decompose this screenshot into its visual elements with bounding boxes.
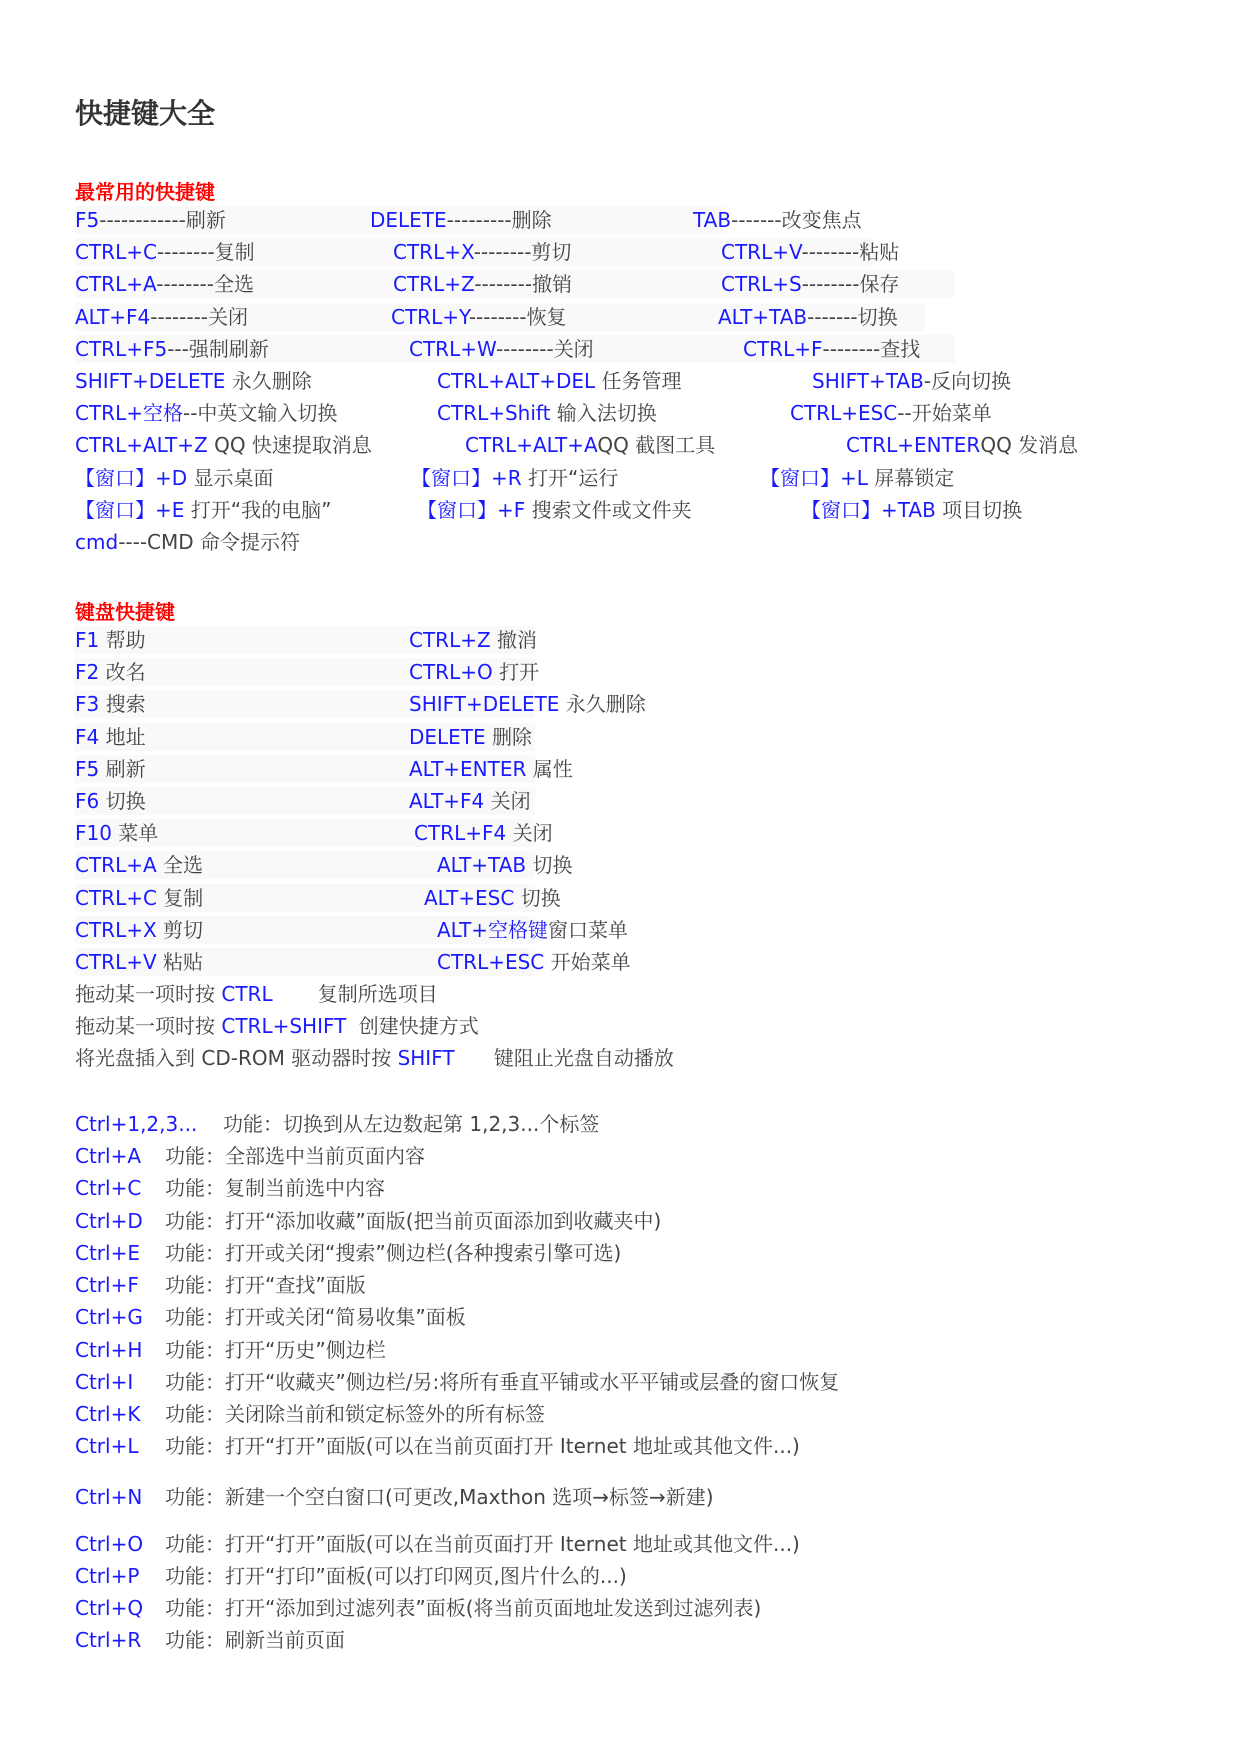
shortcut-entry: [75, 946, 203, 978]
shortcut-desc: 搜索文件或文件夹: [525, 497, 692, 522]
shortcut-desc: 打开“运行: [521, 465, 619, 490]
shortcut-desc: --------撤销: [474, 272, 573, 297]
shortcut-desc: QQ 发消息: [980, 433, 1079, 458]
shortcut-entry: [75, 817, 158, 849]
shortcut-key: Ctrl+C: [75, 1176, 142, 1200]
shortcut-desc: -------切换: [807, 304, 898, 329]
shortcut-key: 【窗口】+D: [75, 465, 188, 490]
shortcut-entry: [437, 397, 657, 429]
shortcut-entry: [846, 429, 1078, 461]
shortcut-desc: 菜单: [111, 821, 159, 846]
shortcut-entry: [75, 462, 274, 494]
shortcut-key: 【窗口】+E: [75, 497, 185, 522]
shortcut-entry: [75, 268, 254, 300]
shortcut-key: CTRL+Z: [409, 628, 491, 652]
shortcut-entry: [409, 785, 531, 817]
shortcut-key: CTRL+Y: [391, 304, 469, 329]
shortcut-key: F5: [75, 208, 100, 232]
shortcut-row: [0, 849, 1241, 881]
shortcut-key: Ctrl+R: [75, 1628, 142, 1652]
shortcut-entry: [75, 688, 146, 720]
shortcut-row: [0, 753, 1241, 785]
shortcut-desc: 输入法切换: [550, 401, 657, 426]
browser-shortcut-line: [75, 1172, 385, 1204]
browser-shortcut-line: [75, 1592, 761, 1624]
shortcut-key: CTRL+Z: [393, 272, 475, 297]
shortcut-desc: 任务管理: [595, 369, 682, 393]
shortcut-desc: --------关闭: [495, 336, 594, 361]
shortcut-row: [0, 946, 1241, 978]
shortcut-key: SHIFT+TAB: [812, 369, 924, 393]
shortcut-key: CTRL+W: [409, 336, 496, 361]
shortcut-desc: --开始菜单: [897, 401, 992, 426]
shortcut-key: CTRL+C: [75, 240, 157, 265]
shortcut-row: [0, 462, 1241, 494]
shortcut-entry: [75, 656, 146, 688]
shortcut-row: [0, 882, 1241, 914]
shortcut-desc: 功能：关闭除当前和锁定标签外的所有标签: [165, 1402, 545, 1426]
shortcut-desc: 删除: [485, 724, 533, 749]
shortcut-key: Ctrl+Q: [75, 1596, 144, 1620]
shortcut-desc: 切换: [526, 853, 573, 878]
shortcut-entry: [760, 462, 954, 494]
shortcut-desc: 永久删除: [225, 369, 312, 393]
shortcut-entry: [417, 494, 692, 526]
shortcut-row: [0, 268, 1241, 300]
shortcut-key: ALT+F4: [409, 789, 485, 813]
shortcut-desc: 功能：新建一个空白窗口(可更改,Maxthon 选项→标签→新建): [165, 1485, 714, 1509]
shortcut-entry: [75, 526, 300, 558]
browser-shortcut-line: [75, 1366, 839, 1398]
shortcut-row: [0, 688, 1241, 720]
shortcut-desc: 功能：刷新当前页面: [165, 1628, 345, 1652]
shortcut-key: Ctrl+D: [75, 1209, 143, 1233]
note-line: [75, 1010, 479, 1042]
shortcut-desc: 复制: [156, 885, 204, 910]
shortcut-key: 【窗口】+TAB: [801, 497, 936, 522]
shortcut-entry: [801, 494, 1022, 526]
shortcut-row: [0, 914, 1241, 946]
shortcut-entry: [721, 236, 899, 268]
shortcut-desc: 打开“我的电脑”: [184, 497, 332, 522]
shortcut-desc: 撤消: [490, 628, 538, 652]
shortcut-entry: [437, 914, 628, 946]
shortcut-key: Ctrl+P: [75, 1564, 140, 1588]
shortcut-key: cmd: [75, 530, 119, 554]
shortcut-key: 【窗口】+R: [411, 465, 522, 490]
note-line: [75, 978, 438, 1010]
shortcut-key: Ctrl+H: [75, 1338, 143, 1362]
shortcut-key: ALT+ENTER: [409, 756, 527, 781]
shortcut-desc: 开始菜单: [544, 950, 631, 974]
shortcut-key: CTRL+F4: [414, 821, 507, 846]
note-text: 键阻止光盘自动播放: [487, 1046, 674, 1071]
shortcut-desc: -------改变焦点: [731, 208, 862, 232]
shortcut-key: CTRL+F: [743, 336, 823, 361]
shortcut-key: 【窗口】+F: [417, 497, 526, 522]
shortcut-entry: [75, 333, 269, 365]
shortcut-desc: 功能：全部选中当前页面内容: [165, 1144, 425, 1168]
shortcut-desc: 项目切换: [935, 497, 1023, 522]
note-text: 拖动某一项时按: [75, 982, 222, 1006]
shortcut-entry: [393, 268, 572, 300]
shortcut-key: 【窗口】+L: [760, 465, 868, 490]
browser-shortcut-line: [75, 1528, 800, 1560]
shortcut-row: [0, 721, 1241, 753]
shortcut-desc: --------复制: [156, 240, 255, 265]
shortcut-key: CTRL+A: [75, 272, 157, 297]
shortcut-key: CTRL+O: [409, 660, 493, 685]
shortcut-row: [0, 817, 1241, 849]
shortcut-key: F6: [75, 789, 100, 813]
shortcut-desc: 切换: [514, 885, 561, 910]
shortcut-desc: 功能：切换到从左边数起第 1,2,3...个标签: [223, 1112, 600, 1136]
shortcut-key: Ctrl+N: [75, 1485, 143, 1509]
shortcut-key: CTRL+V: [75, 950, 157, 974]
shortcut-desc: 窗口菜单: [548, 917, 629, 942]
shortcut-entry: [75, 236, 255, 268]
shortcut-desc: 切换: [99, 789, 146, 813]
shortcut-key: ALT+空格键: [437, 917, 549, 942]
shortcut-key: F2: [75, 660, 100, 685]
shortcut-key: CTRL+V: [721, 240, 802, 265]
shortcut-key: CTRL+S: [721, 272, 802, 297]
shortcut-entry: [409, 721, 532, 753]
note-text: 复制所选项目: [311, 982, 438, 1006]
shortcut-entry: [790, 397, 992, 429]
browser-shortcut-line: [75, 1334, 386, 1366]
shortcut-row: [0, 397, 1241, 429]
shortcut-row: [0, 624, 1241, 656]
shortcut-desc: --------关闭: [150, 304, 249, 329]
shortcut-entry: [393, 236, 571, 268]
shortcut-desc: 帮助: [99, 628, 146, 652]
shortcut-key: ALT+TAB: [718, 304, 808, 329]
shortcut-entry: [424, 882, 561, 914]
shortcut-key: Ctrl+F: [75, 1273, 139, 1297]
browser-shortcut-line: [75, 1108, 599, 1140]
shortcut-desc: QQ 快速提取消息: [207, 433, 372, 458]
shortcut-key: CTRL+ALT+A: [465, 433, 598, 458]
shortcut-row: [0, 429, 1241, 461]
shortcut-row: [0, 333, 1241, 365]
shortcut-entry: [409, 333, 594, 365]
shortcut-key: Ctrl+O: [75, 1532, 144, 1556]
shortcut-key: CTRL+空格: [75, 401, 183, 426]
shortcut-key: SHIFT+DELETE: [409, 692, 560, 717]
shortcut-desc: 地址: [99, 724, 146, 749]
note-key: SHIFT: [397, 1046, 455, 1071]
shortcut-entry: [75, 882, 203, 914]
shortcut-row: [0, 785, 1241, 817]
shortcut-entry: [414, 817, 553, 849]
section-title-common: 最常用的快捷键: [75, 180, 215, 204]
shortcut-key: F4: [75, 724, 100, 749]
shortcut-desc: 全选: [156, 853, 204, 878]
shortcut-key: F10: [75, 821, 112, 846]
shortcut-desc: ------------刷新: [99, 208, 226, 232]
shortcut-desc: 功能：打开“查找”面版: [165, 1273, 366, 1297]
shortcut-row: [0, 204, 1241, 236]
shortcut-desc: 功能：打开“收藏夹”侧边栏/另:将所有垂直平铺或水平平铺或层叠的窗口恢复: [165, 1370, 840, 1394]
shortcut-desc: 属性: [526, 756, 573, 781]
shortcut-desc: 功能：打开“添加收藏”面版(把当前页面添加到收藏夹中): [165, 1209, 662, 1233]
browser-shortcut-line: [75, 1481, 714, 1513]
shortcut-entry: [370, 204, 552, 236]
shortcut-desc: 关闭: [506, 821, 553, 846]
shortcut-key: Ctrl+E: [75, 1241, 140, 1265]
shortcut-entry: [411, 462, 618, 494]
shortcut-key: DELETE: [409, 724, 486, 749]
shortcut-entry: [437, 849, 572, 881]
shortcut-entry: [75, 721, 146, 753]
browser-shortcut-line: [75, 1398, 545, 1430]
shortcut-desc: 功能：打开或关闭“简易收集”面板: [165, 1305, 466, 1329]
shortcut-entry: [409, 656, 539, 688]
shortcut-desc: 功能：打开“历史”侧边栏: [165, 1338, 386, 1362]
shortcut-entry: [75, 301, 248, 333]
shortcut-key: DELETE: [370, 208, 447, 232]
shortcut-key: CTRL+C: [75, 885, 157, 910]
shortcut-entry: [75, 429, 372, 461]
shortcut-key: CTRL+ALT+DEL: [437, 369, 596, 393]
shortcut-desc: 改名: [99, 660, 146, 685]
shortcut-key: Ctrl+I: [75, 1370, 134, 1394]
shortcut-desc: 永久删除: [559, 692, 646, 717]
shortcut-row: [0, 656, 1241, 688]
shortcut-desc: 功能：打开“打开”面版(可以在当前页面打开 Iternet 地址或其他文件...): [165, 1532, 800, 1556]
shortcut-entry: [75, 914, 203, 946]
browser-shortcut-line: [75, 1430, 800, 1462]
shortcut-key: ALT+F4: [75, 304, 151, 329]
shortcut-key: CTRL+ENTER: [846, 433, 981, 458]
shortcut-desc: --中英文输入切换: [182, 401, 338, 426]
shortcut-entry: [409, 624, 537, 656]
shortcut-entry: [718, 301, 898, 333]
shortcut-desc: 屏幕锁定: [867, 465, 955, 490]
shortcut-desc: --------查找: [822, 336, 921, 361]
shortcut-entry: [75, 494, 332, 526]
shortcut-key: CTRL+X: [393, 240, 474, 265]
shortcut-desc: ---------删除: [446, 208, 552, 232]
note-key: CTRL: [221, 982, 273, 1006]
shortcut-key: Ctrl+A: [75, 1144, 142, 1168]
shortcut-entry: [693, 204, 862, 236]
shortcut-key: CTRL+ALT+Z: [75, 433, 208, 458]
shortcut-key: CTRL+ESC: [790, 401, 898, 426]
shortcut-row: [0, 365, 1241, 397]
shortcut-entry: [437, 365, 682, 397]
shortcut-entry: [465, 429, 715, 461]
shortcut-key: ALT+TAB: [437, 853, 527, 878]
shortcut-desc: --------恢复: [468, 304, 567, 329]
shortcut-key: Ctrl+1,2,3...: [75, 1112, 198, 1136]
shortcut-desc: 粘贴: [156, 950, 204, 974]
shortcut-entry: [75, 397, 337, 429]
browser-shortcut-line: [75, 1301, 466, 1333]
shortcut-key: CTRL+A: [75, 853, 157, 878]
shortcut-entry: [75, 785, 146, 817]
shortcut-key: Ctrl+G: [75, 1305, 143, 1329]
note-text: 将光盘插入到 CD-ROM 驱动器时按: [75, 1046, 398, 1071]
page-title: 快捷键大全: [75, 97, 216, 130]
note-text: 创建快捷方式: [352, 1014, 479, 1039]
note-key: CTRL+SHIFT: [221, 1014, 347, 1039]
shortcut-desc: -反向切换: [923, 369, 1012, 393]
shortcut-key: CTRL+X: [75, 917, 157, 942]
shortcut-entry: [721, 268, 899, 300]
browser-shortcut-line: [75, 1269, 366, 1301]
browser-shortcut-line: [75, 1237, 621, 1269]
shortcut-entry: [743, 333, 920, 365]
shortcut-desc: 功能：打开“打开”面版(可以在当前页面打开 Iternet 地址或其他文件...): [165, 1434, 800, 1458]
shortcut-desc: 功能：复制当前选中内容: [165, 1176, 385, 1200]
shortcut-desc: 关闭: [484, 789, 531, 813]
shortcut-key: F1: [75, 628, 100, 652]
shortcut-desc: 打开: [492, 660, 540, 685]
shortcut-entry: [391, 301, 567, 333]
note-text: 拖动某一项时按: [75, 1014, 222, 1039]
shortcut-desc: --------剪切: [473, 240, 572, 265]
shortcut-desc: 搜索: [99, 692, 146, 717]
shortcut-desc: ---强制刷新: [167, 336, 269, 361]
shortcut-entry: [437, 946, 631, 978]
shortcut-key: F5: [75, 756, 100, 781]
shortcut-entry: [75, 624, 146, 656]
shortcut-desc: 剪切: [156, 917, 204, 942]
browser-shortcut-line: [75, 1205, 661, 1237]
shortcut-key: Ctrl+L: [75, 1434, 139, 1458]
shortcut-desc: 显示桌面: [187, 465, 274, 490]
shortcut-desc: QQ 截图工具: [597, 433, 716, 458]
shortcut-desc: 刷新: [99, 756, 146, 781]
shortcut-key: CTRL+Shift: [437, 401, 551, 426]
shortcut-entry: [75, 365, 312, 397]
shortcut-entry: [409, 753, 573, 785]
section-title-keyboard: 键盘快捷键: [75, 600, 175, 624]
shortcut-desc: ----CMD 命令提示符: [118, 530, 301, 554]
shortcut-key: CTRL+ESC: [437, 950, 545, 974]
shortcut-row: [0, 301, 1241, 333]
shortcut-key: SHIFT+DELETE: [75, 369, 226, 393]
browser-shortcut-line: [75, 1140, 425, 1172]
shortcut-desc: 功能：打开“添加到过滤列表”面板(将当前页面地址发送到过滤列表): [165, 1596, 762, 1620]
browser-shortcut-line: [75, 1560, 627, 1592]
shortcut-row: [0, 236, 1241, 268]
shortcut-key: TAB: [693, 208, 732, 232]
shortcut-key: ALT+ESC: [424, 885, 515, 910]
browser-shortcut-line: [75, 1624, 345, 1656]
shortcut-row: [0, 526, 1241, 558]
shortcut-entry: [75, 753, 146, 785]
shortcut-desc: 功能：打开或关闭“搜索”侧边栏(各种搜索引擎可选): [165, 1241, 622, 1265]
note-line: [75, 1042, 674, 1074]
shortcut-key: F3: [75, 692, 100, 717]
shortcut-entry: [75, 204, 226, 236]
shortcut-key: CTRL+F5: [75, 336, 168, 361]
shortcut-desc: --------保存: [801, 272, 900, 297]
shortcut-key: Ctrl+K: [75, 1402, 141, 1426]
shortcut-entry: [812, 365, 1011, 397]
shortcut-desc: --------粘贴: [801, 240, 900, 265]
shortcut-row: [0, 494, 1241, 526]
shortcut-entry: [409, 688, 646, 720]
shortcut-entry: [75, 849, 203, 881]
shortcut-desc: 功能：打开“打印”面板(可以打印网页,图片什么的...): [165, 1564, 627, 1588]
shortcut-desc: --------全选: [156, 272, 254, 297]
